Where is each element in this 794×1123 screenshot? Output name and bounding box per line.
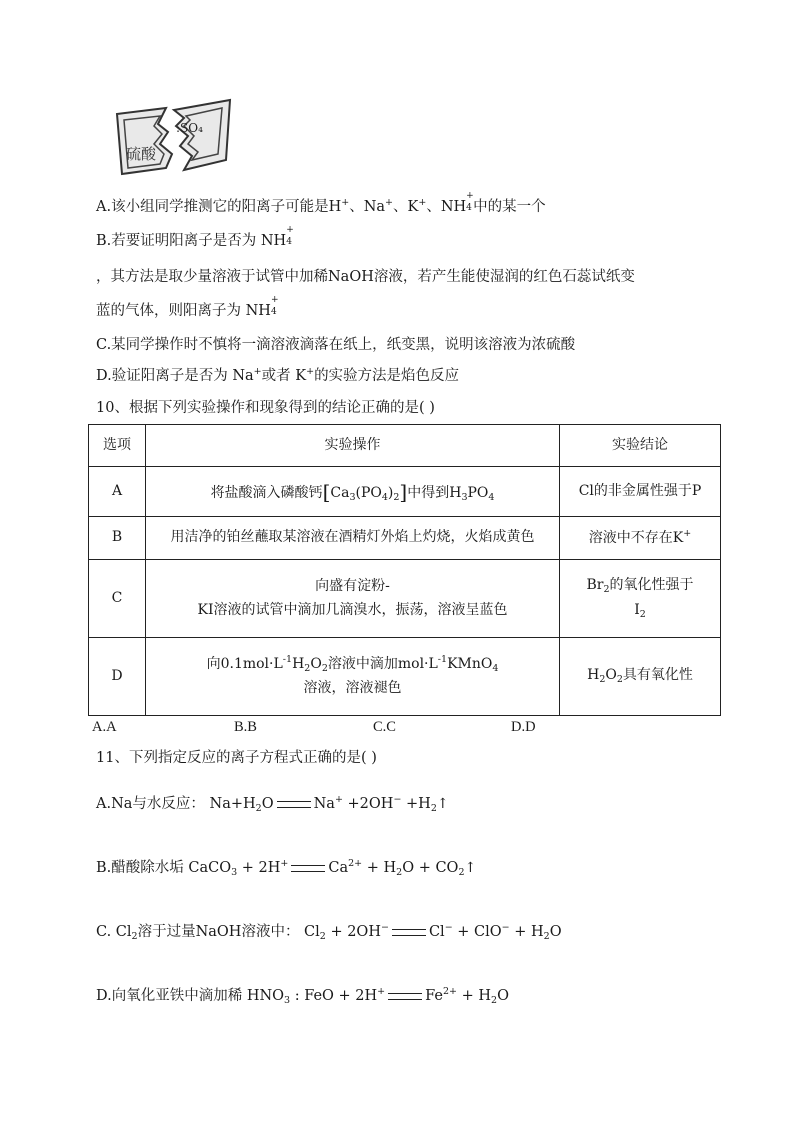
row-conclusion: $Br_2$的氧化性强于 $I_2$: [560, 560, 721, 638]
row-option: C: [89, 560, 146, 638]
row-conclusion: Cl的非金属性强于P: [560, 467, 721, 517]
row-conclusion: 溶液中不存在K+: [560, 517, 721, 560]
q9-option-b-line1: B.若要证明阳离子是否为 NH + 4: [96, 224, 294, 249]
row-conclusion: $H_2O_2$具有氧化性: [560, 638, 721, 716]
row-option: A: [89, 467, 146, 517]
q11-option-a: A.Na与水反应： $Na+H_2O$ $Na^+ +2OH^- +H_2↑$: [96, 794, 449, 814]
q11-option-c: C. $Cl_2$溶于过量NaOH溶液中： $Cl_2 + 2OH^-$ $Cl^- + ClO^- + H_2O$: [96, 922, 562, 942]
q10-choice-a: A.A: [92, 719, 117, 735]
header-conclusion: 实验结论: [560, 425, 721, 467]
q10-choice-b: B.B: [234, 719, 257, 735]
label-right-text: :SO₄: [176, 121, 203, 135]
q11-stem: 11、下列指定反应的离子方程式正确的是( ): [96, 750, 377, 766]
experiment-table: [88, 424, 721, 716]
q10-choice-d: D.D: [511, 719, 536, 735]
row-operation: 将盐酸滴入磷酸钙$[Ca_3(PO_4)_2]$中得到$H_3PO_4$: [146, 467, 560, 517]
row-operation: 用洁净的铂丝蘸取某溶液在酒精灯外焰上灼烧，火焰成黄色: [146, 517, 560, 560]
table-row: [89, 638, 721, 716]
row-option: D: [89, 638, 146, 716]
q10-stem: 10、根据下列实验操作和现象得到的结论正确的是( ): [96, 400, 435, 416]
q9-option-d: D.验证阳离子是否为 Na+或者 K+的实验方法是焰色反应: [96, 366, 460, 384]
header-operation: 实验操作: [146, 425, 560, 467]
q9-option-b-line3: 蓝的气体，则阳离子为 NH + 4: [96, 294, 279, 319]
row-operation: 向$0.1mol\cdot L^{-1}H_2O_2$溶液中滴加$mol\cdot L^{-1}KMnO_4$ 溶液，溶液褪色: [146, 638, 560, 716]
header-option: 选项: [89, 425, 146, 467]
table-row: [89, 467, 721, 517]
row-option: B: [89, 517, 146, 560]
q10-choice-c: C.C: [373, 719, 396, 735]
q11-option-b: B.醋酸除水垢 CaCO$_3$ + 2H+ $Ca^{2+} + H_2O$ + $CO_2↑$: [96, 858, 477, 878]
row-operation: 向盛有淀粉- KI溶液的试管中滴加几滴溴水，振荡，溶液呈蓝色: [146, 560, 560, 638]
q9-option-b-line2: ，其方法是取少量溶液于试管中加稀NaOH溶液，若产生能使湿润的红色石蕊试纸变: [96, 269, 635, 285]
table-row: [89, 560, 721, 638]
label-left-text: 硫酸: [126, 145, 157, 163]
q11-option-d: D.向氧化亚铁中滴加稀 $HNO_3$ : FeO + 2H+ $Fe^{2+} + H_2O$: [96, 986, 509, 1006]
torn-label-photo: [114, 96, 234, 178]
q9-option-a: A.该小组同学推测它的阳离子可能是H+、Na+、K+、NH + 4 中的某一个: [96, 190, 546, 215]
q9-option-c: C.某同学操作时不慎将一滴溶液滴落在纸上，纸变黑，说明该溶液为浓硫酸: [96, 337, 576, 353]
table-header-row: [89, 425, 721, 467]
table-row: [89, 517, 721, 560]
